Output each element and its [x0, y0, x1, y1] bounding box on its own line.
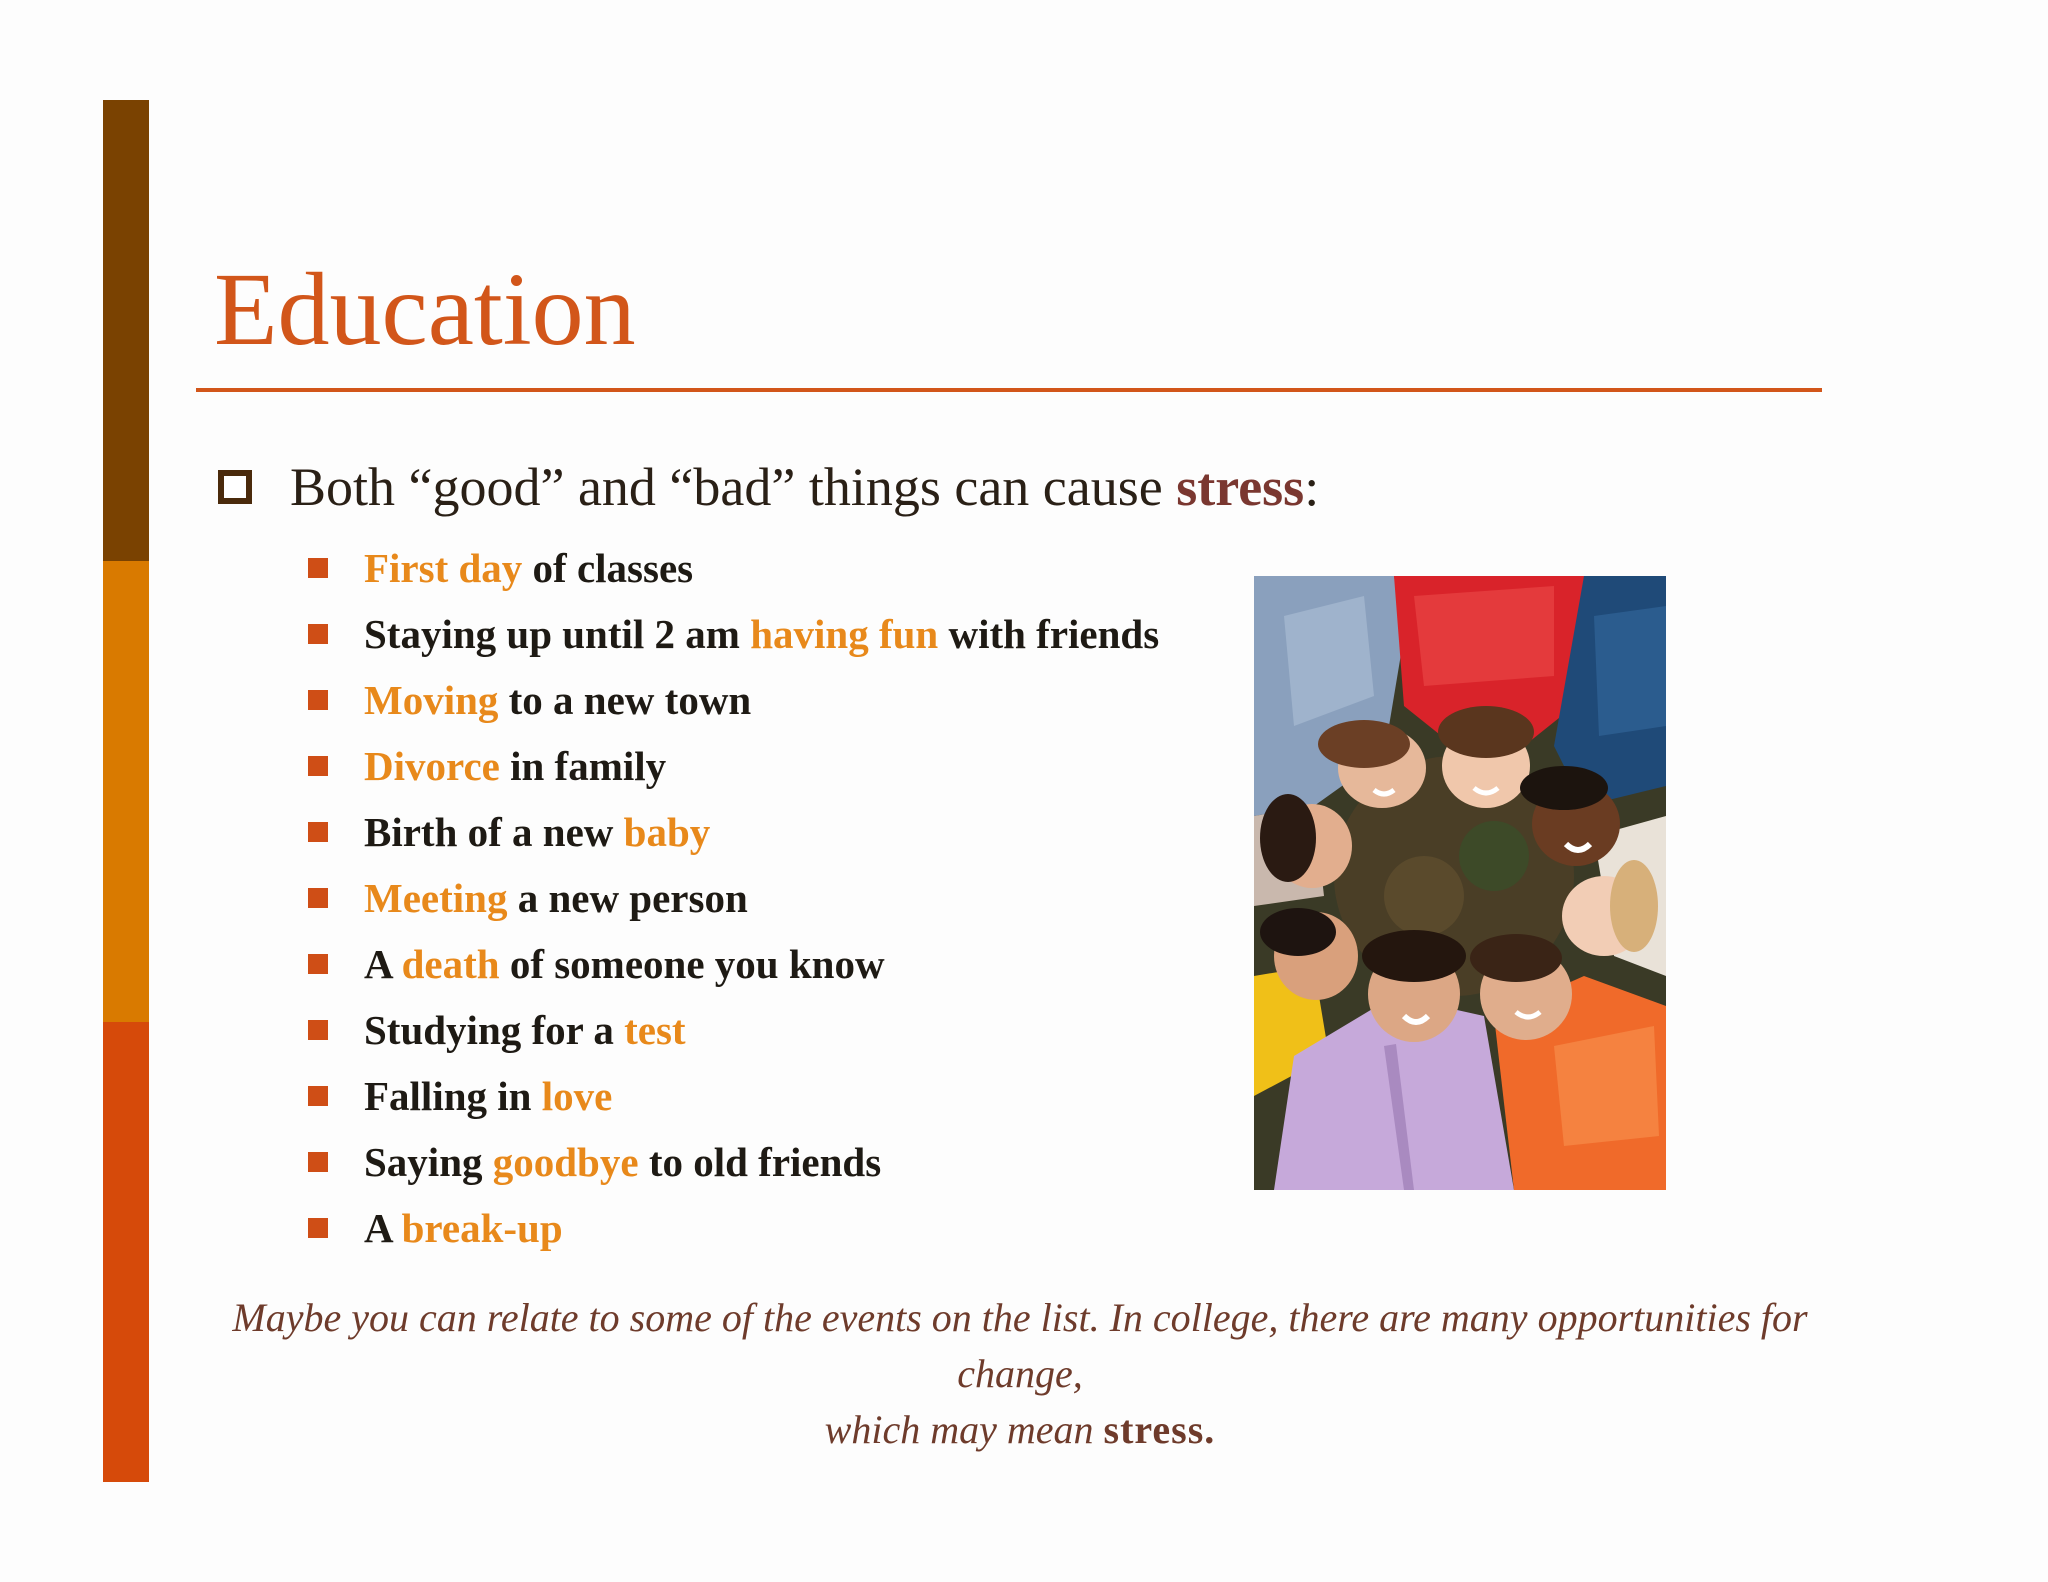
- plain-phrase: A: [364, 941, 402, 987]
- list-item: [308, 799, 1159, 865]
- plain-phrase: A: [364, 1205, 402, 1251]
- list-item-text: [364, 1006, 686, 1054]
- group-of-friends-lying-in-circle-photo: [1254, 576, 1666, 1190]
- list-item-text: [364, 874, 748, 922]
- square-bullet-icon: [308, 690, 328, 710]
- plain-phrase: a new person: [507, 875, 748, 921]
- square-bullet-icon: [308, 822, 328, 842]
- plain-phrase: to a new town: [498, 677, 752, 723]
- plain-phrase: with friends: [938, 611, 1160, 657]
- accent-bar-bottom: [103, 1022, 149, 1482]
- accent-bar-top: [103, 100, 149, 561]
- square-bullet-icon: [308, 1020, 328, 1040]
- list-item-text: [364, 1072, 612, 1120]
- square-bullet-icon: [308, 756, 328, 776]
- lead-bullet-point: [218, 456, 1319, 518]
- hollow-square-bullet-icon: [218, 470, 252, 504]
- highlighted-phrase: First day: [364, 545, 523, 591]
- square-bullet-icon: [308, 954, 328, 974]
- footnote-line-2: [200, 1402, 1840, 1458]
- list-item: [308, 535, 1159, 601]
- plain-phrase: to old friends: [638, 1139, 882, 1185]
- list-item: [308, 667, 1159, 733]
- list-item-text: [364, 544, 693, 592]
- accent-bar-middle: [103, 561, 149, 1022]
- plain-phrase: Staying up until 2 am: [364, 611, 751, 657]
- plain-phrase: Falling in: [364, 1073, 542, 1119]
- plain-phrase: of classes: [522, 545, 694, 591]
- highlighted-phrase: baby: [623, 809, 711, 855]
- list-item: [308, 1129, 1159, 1195]
- plain-phrase: Studying for a: [364, 1007, 625, 1053]
- plain-phrase: in family: [499, 743, 667, 789]
- list-item-text: [364, 676, 751, 724]
- list-item-text: [364, 1138, 881, 1186]
- list-item: [308, 865, 1159, 931]
- list-item-text: [364, 940, 885, 988]
- list-item: [308, 1195, 1159, 1261]
- list-item-text: [364, 1204, 563, 1252]
- lead-suffix: :: [1304, 457, 1320, 517]
- highlighted-phrase: death: [401, 941, 500, 987]
- square-bullet-icon: [308, 1152, 328, 1172]
- footnote-line-1: Maybe you can relate to some of the events on the list. In college, there are many opportunities for change,: [232, 1295, 1808, 1396]
- footnote-keyword-stress: stress.: [1103, 1407, 1216, 1452]
- stress-events-list: [308, 535, 1159, 1261]
- square-bullet-icon: [308, 1218, 328, 1238]
- square-bullet-icon: [308, 558, 328, 578]
- list-item: [308, 931, 1159, 997]
- friends-photo: [1254, 576, 1666, 1190]
- lead-keyword-stress: stress: [1176, 457, 1305, 517]
- plain-phrase: Birth of a new: [364, 809, 624, 855]
- title-underline: [196, 388, 1822, 392]
- plain-phrase: Saying: [364, 1139, 493, 1185]
- footnote-line-2-text: which may mean: [824, 1407, 1104, 1452]
- square-bullet-icon: [308, 624, 328, 644]
- highlighted-phrase: break-up: [401, 1205, 563, 1251]
- list-item: [308, 733, 1159, 799]
- highlighted-phrase: test: [624, 1007, 686, 1053]
- highlighted-phrase: Moving: [364, 677, 499, 723]
- list-item: [308, 997, 1159, 1063]
- lead-text: [290, 456, 1319, 518]
- slide-title: Education: [214, 252, 636, 367]
- highlighted-phrase: Meeting: [364, 875, 508, 921]
- list-item-text: [364, 808, 710, 856]
- list-item: [308, 601, 1159, 667]
- list-item-text: [364, 742, 666, 790]
- highlighted-phrase: love: [541, 1073, 613, 1119]
- highlighted-phrase: Divorce: [364, 743, 500, 789]
- plain-phrase: of someone you know: [499, 941, 885, 987]
- list-item-text: [364, 610, 1159, 658]
- highlighted-phrase: goodbye: [492, 1139, 639, 1185]
- highlighted-phrase: having fun: [750, 611, 939, 657]
- footnote: [200, 1290, 1840, 1458]
- list-item: [308, 1063, 1159, 1129]
- square-bullet-icon: [308, 1086, 328, 1106]
- square-bullet-icon: [308, 888, 328, 908]
- lead-prefix: Both “good” and “bad” things can cause: [290, 457, 1177, 517]
